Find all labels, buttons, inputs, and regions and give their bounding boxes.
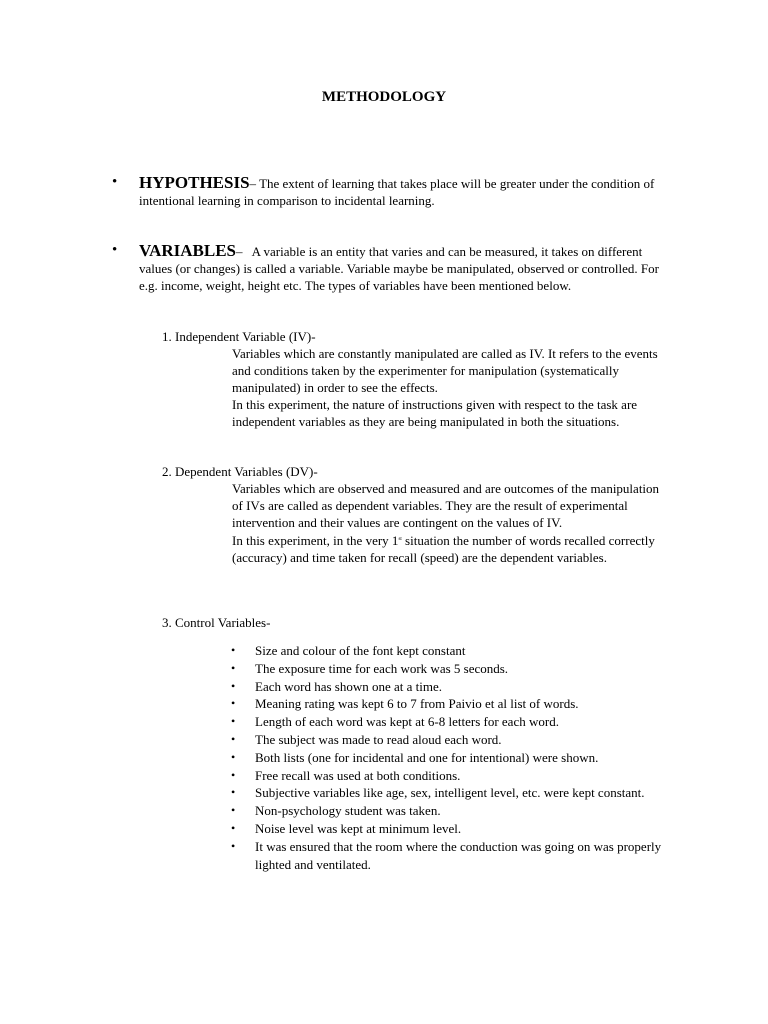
independent-variable-item (162, 328, 662, 430)
bullet-icon: • (231, 714, 236, 729)
bullet-icon: • (231, 643, 236, 657)
list-item-text: Length of each word was kept at 6-8 letters for each word. (255, 714, 559, 730)
variables-separator: – (236, 244, 243, 259)
list-item-text: Each word has shown one at a time. (255, 678, 443, 694)
list-item-text: It was ensured that the room where the conduction was going on was properly lighted and ventilated. (255, 838, 662, 872)
iv-body (232, 345, 672, 430)
list-item-text: Subjective variables like age, sex, intelligent level, etc. were kept constant. (255, 785, 645, 801)
bullet-icon: • (112, 174, 118, 190)
hypothesis-body (139, 174, 662, 209)
variables-body (139, 242, 662, 294)
hypothesis-separator: – (249, 176, 257, 191)
list-item (229, 820, 669, 838)
list-item-text: Size and colour of the font kept constant (255, 643, 466, 658)
iv-title: 1. Independent Variable (IV)- (162, 329, 316, 344)
list-item (229, 838, 669, 874)
control-title: 3. Control Variables- (162, 615, 271, 630)
iv-experiment-note: In this experiment, the nature of instructions given with respect to the task are independent variables as they are being manipulated in both the situations. (232, 397, 638, 429)
bullet-icon: • (231, 785, 236, 800)
bullet-icon: • (231, 696, 236, 711)
variables-section (112, 242, 672, 294)
bullet-icon: • (231, 749, 236, 764)
dv-note-start: In this experiment, in the very 1 (232, 533, 399, 548)
bullet-icon: • (231, 838, 236, 853)
list-item-text: Non-psychology student was taken. (255, 803, 441, 819)
dv-definition: Variables which are observed and measured and are outcomes of the manipulation of IVs are called as dependent variables. They are the result of experimental intervention and their values are contingent on the values of IV. (232, 481, 660, 530)
list-item (229, 660, 669, 678)
list-item (229, 678, 669, 696)
list-item (229, 731, 669, 749)
list-item (229, 749, 669, 767)
list-item (229, 695, 669, 713)
dv-note-end: situation the number of words recalled correctly (accuracy) and time taken for recall (speed) are the dependent variables. (232, 533, 655, 565)
list-item-text: The subject was made to read aloud each word. (255, 731, 502, 747)
hypothesis-section (112, 174, 672, 209)
list-item (229, 642, 669, 660)
dv-experiment-note (232, 531, 672, 566)
bullet-icon: • (112, 242, 118, 258)
variables-text: A variable is an entity that varies and can be measured, it takes on different values (or changes) is called a variable. Variable maybe be manipulated, observed or controlled. For e.g. income, weight, height etc. The types of variables have been mentioned below. (139, 244, 659, 293)
bullet-icon: • (231, 767, 236, 782)
control-variable-list (229, 642, 669, 873)
bullet-icon: • (231, 731, 236, 746)
list-item-text: Meaning rating was kept 6 to 7 from Paivio et al list of words. (255, 696, 579, 712)
iv-definition: Variables which are constantly manipulated are called as IV. It refers to the events and conditions taken by the experimenter for manipulation (systematically manipulated) in order to see the effects. (232, 346, 658, 395)
bullet-icon: • (231, 803, 236, 818)
hypothesis-heading: HYPOTHESIS (139, 173, 250, 192)
bullet-icon: • (231, 678, 236, 693)
control-variable-item (162, 614, 662, 631)
hypothesis-text: The extent of learning that takes place will be greater under the condition of intentional learning in comparison to incidental learning. (139, 176, 655, 208)
list-item-text: Noise level was kept at minimum level. (255, 820, 462, 836)
list-item-text: Both lists (one for incidental and one for intentional) were shown. (255, 749, 599, 765)
list-item-text: Free recall was used at both conditions. (255, 767, 461, 783)
list-item (229, 713, 669, 731)
list-item (229, 802, 669, 820)
dv-ordinal-suffix: st (398, 537, 402, 542)
dependent-variable-item (162, 463, 662, 566)
list-item (229, 767, 669, 785)
list-item-text: The exposure time for each work was 5 seconds. (255, 660, 509, 676)
variables-heading: VARIABLES (139, 241, 237, 260)
page-title: METHODOLOGY (321, 89, 447, 105)
dv-body (232, 480, 672, 566)
bullet-icon: • (231, 660, 236, 675)
bullet-icon: • (231, 820, 236, 835)
dv-title: 2. Dependent Variables (DV)- (162, 464, 318, 479)
list-item (229, 784, 669, 802)
